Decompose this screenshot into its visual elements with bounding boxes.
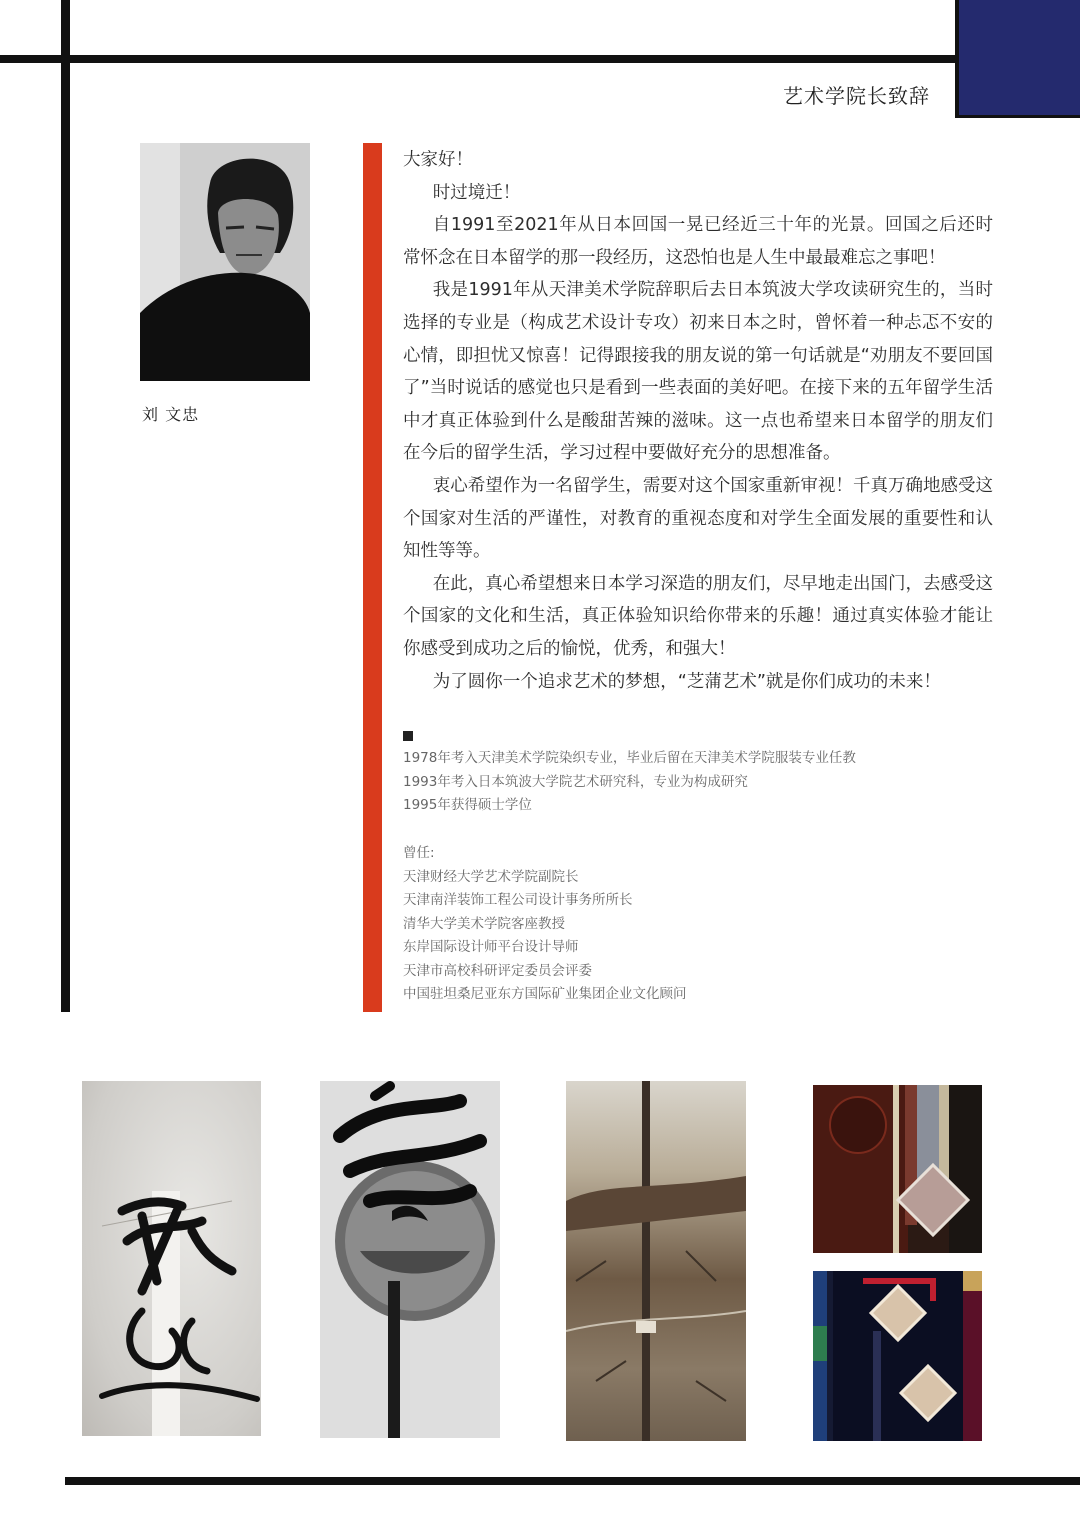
speech-paragraph: 衷心希望作为一名留学生，需要对这个国家重新审视！千真万确地感受这个国家对生活的严谨性，对教育的重视态度和对学生全面发展的重要性和认知性等等。	[403, 475, 993, 562]
bottom-frame-line	[65, 1477, 1080, 1485]
artwork-abstract-2	[813, 1271, 982, 1441]
bio-line: 1995年获得硕士学位	[403, 797, 532, 813]
portrait-photo	[140, 143, 310, 381]
section-marker	[403, 731, 413, 741]
roles-heading: 曾任:	[403, 845, 435, 861]
role-line: 天津市高校科研评定委员会评委	[403, 962, 592, 979]
artwork-calligraphy-2	[320, 1081, 500, 1438]
speech-paragraph: 为了圆你一个追求艺术的梦想，“芝蒲艺术”就是你们成功的未来！	[432, 671, 941, 692]
bio-line: 1978年考入天津美术学院染织专业，毕业后留在天津美术学院服装专业任教	[403, 750, 856, 766]
blue-corner-block	[955, 0, 1080, 118]
artwork-calligraphy-1	[82, 1081, 261, 1436]
role-line: 清华大学美术学院客座教授	[403, 915, 565, 932]
speech-text	[403, 144, 993, 698]
role-line: 中国驻坦桑尼亚东方国际矿业集团企业文化顾问	[403, 986, 687, 1002]
page-title: 艺术学院长致辞	[783, 84, 930, 108]
bio-list	[403, 747, 943, 818]
role-line: 天津财经大学艺术学院副院长	[403, 868, 579, 885]
speech-paragraph: 大家好！	[403, 150, 473, 170]
speech-paragraph: 时过境迁！	[432, 182, 521, 203]
left-frame-line	[61, 0, 70, 1012]
speech-paragraph: 我是1991年从天津美术学院辞职后去日本筑波大学攻读研究生的，当时选择的专业是（构成艺术设计专攻）初来日本之时，曾怀着一种忐忑不安的心情，即担忧又惊喜！记得跟接我的朋友说的第一句话就是“劝朋友不要回国了”当时说话的感觉也只是看到一些表面的美好吧。在接下来的五年留学生活中才真正体验到什么是酸甜苦辣的滋味。这一点也希望来日本留学的朋友们在今后的留学生活，学习过程中要做好充分的思想准备。	[403, 280, 993, 464]
speech-paragraph: 自1991至2021年从日本回国一晃已经近三十年的光景。回国之后还时常怀念在日本留学的那一段经历，这恐怕也是人生中最最难忘之事吧！	[403, 215, 993, 268]
bio-line: 1993年考入日本筑波大学院艺术研究科，专业为构成研究	[403, 773, 748, 790]
portrait-name: 刘 文忠	[142, 405, 200, 424]
role-line: 东岸国际设计师平台设计导师	[403, 939, 579, 955]
artwork-landscape-texture	[566, 1081, 746, 1441]
artwork-abstract-1	[813, 1085, 982, 1253]
role-line: 天津南洋装饰工程公司设计事务所所长	[403, 892, 633, 908]
top-frame-line	[0, 55, 1080, 63]
roles-list	[403, 842, 943, 1007]
speech-paragraph: 在此，真心希望想来日本学习深造的朋友们，尽早地走出国门，去感受这个国家的文化和生活，真正体验知识给你带来的乐趣！通过真实体验才能让你感受到成功之后的愉悦，优秀，和强大！	[403, 573, 993, 659]
red-accent-bar	[363, 143, 382, 1012]
